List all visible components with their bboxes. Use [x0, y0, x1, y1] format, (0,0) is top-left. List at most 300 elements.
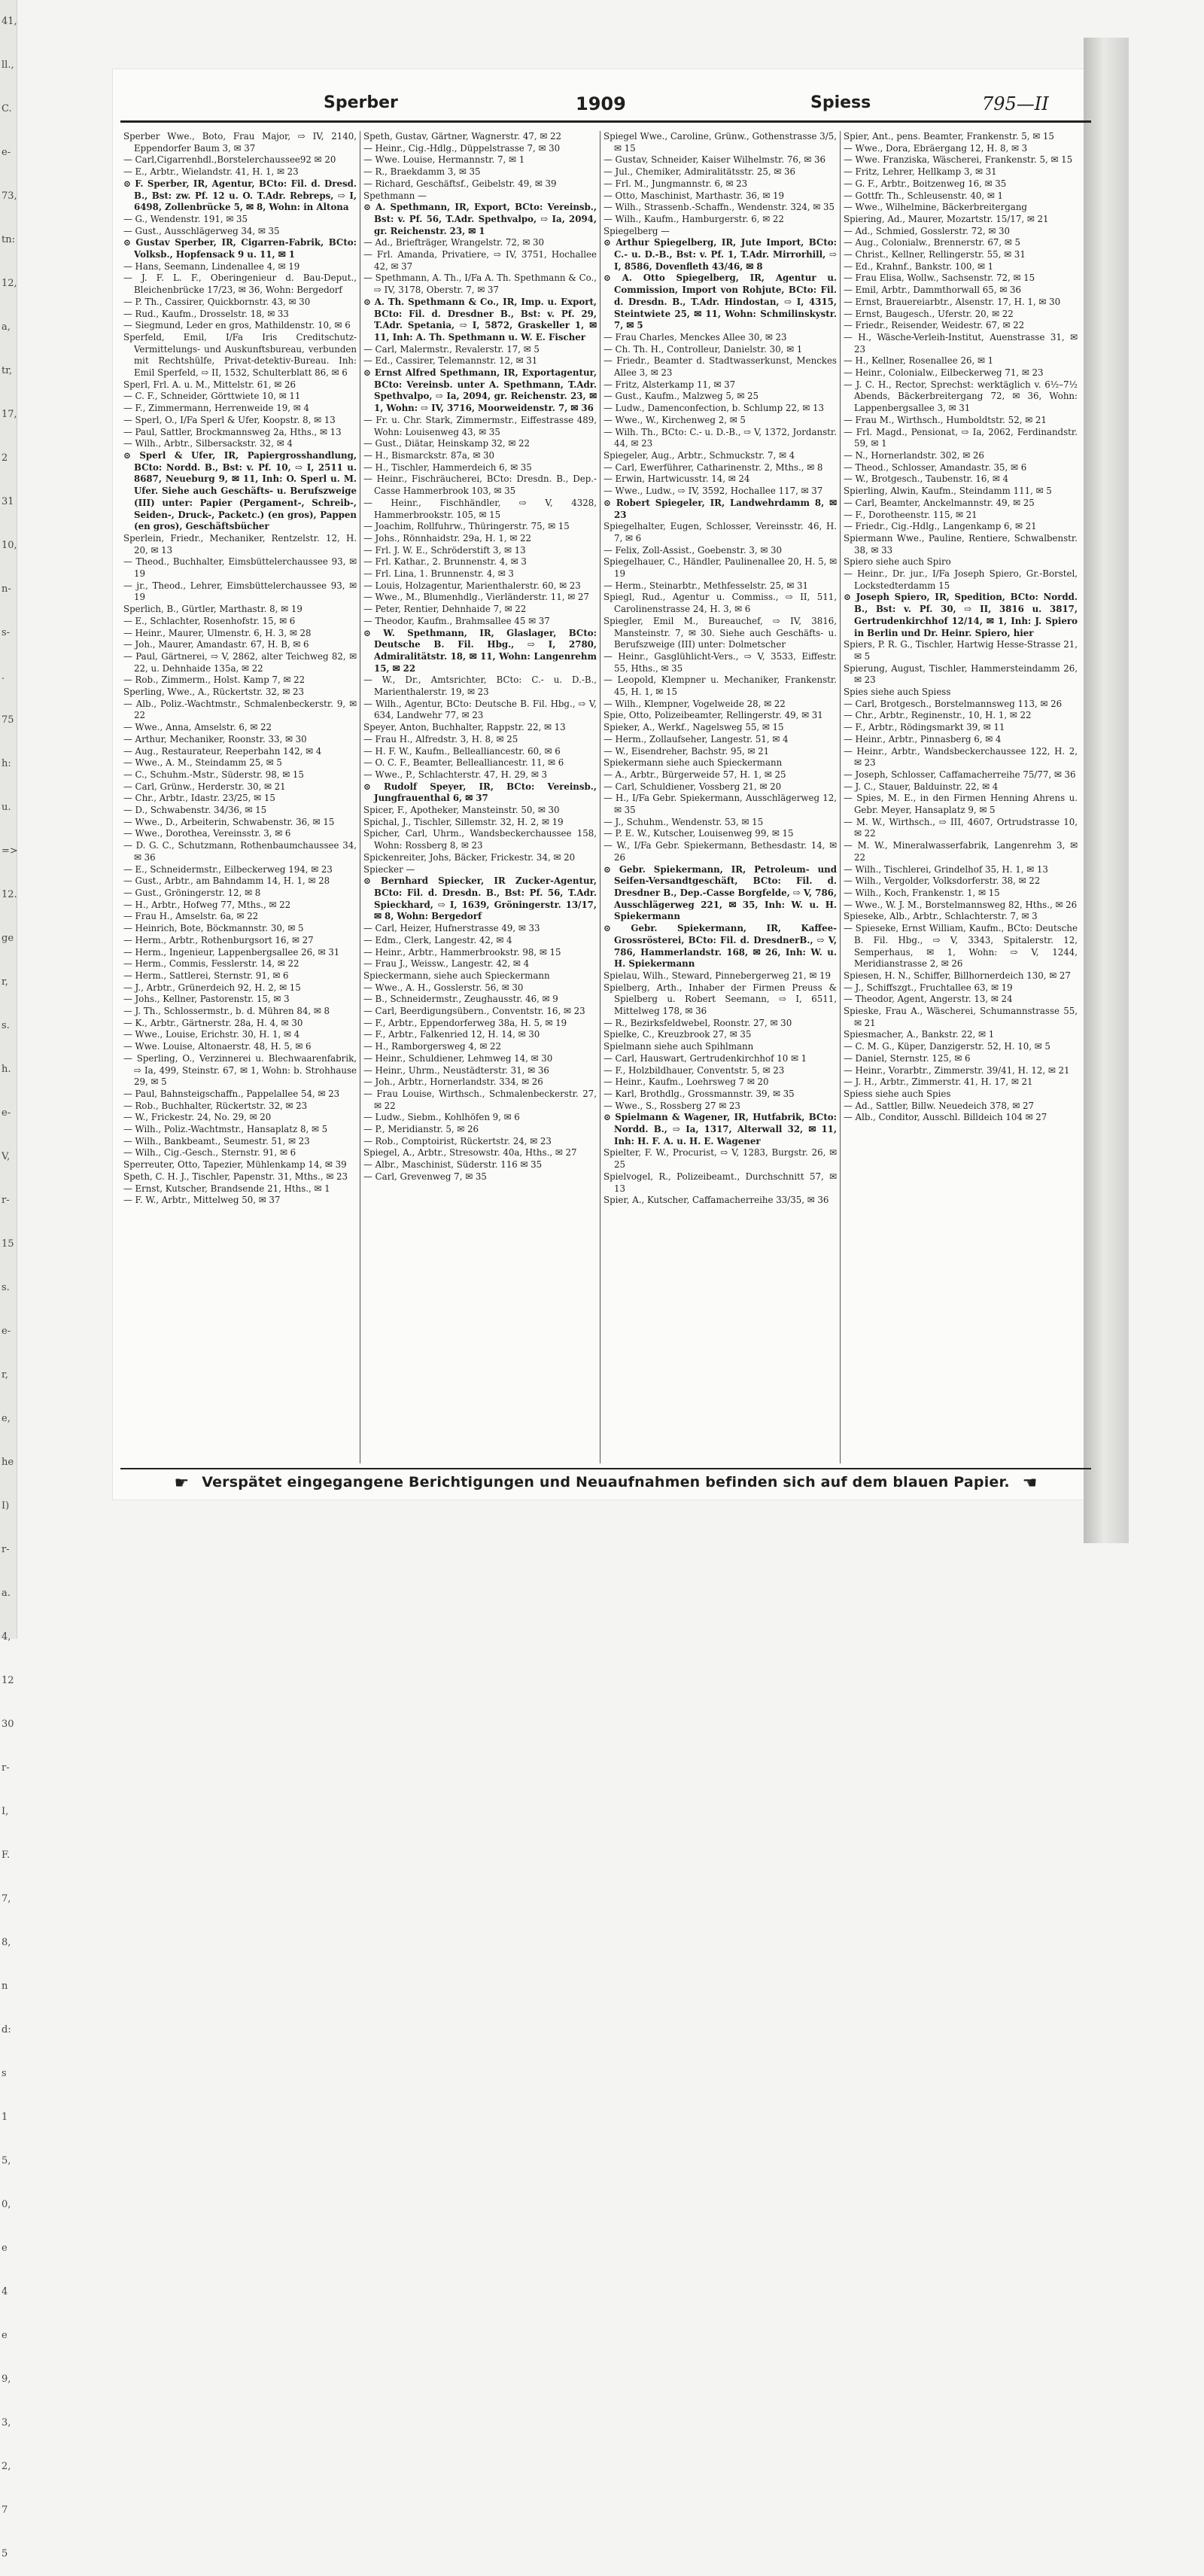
directory-entry: — Frau Charles, Menckes Allee 30, ✉ 23: [604, 331, 787, 343]
directory-entry: — Erwin, Hartwicusstr. 14, ✉ 24: [604, 473, 750, 485]
directory-entry: — Theod., Buchhalter, Eimsbüttelerchaussee 93, ✉ 19: [123, 556, 357, 580]
directory-entry: — Frl. Magd., Pensionat, ⇨ Ia, 2062, Ferdinandstr. 59, ✉ 1: [844, 426, 1078, 449]
edge-fragment: 4,: [2, 1631, 11, 1643]
directory-entry: — Carl, Schuldiener, Vossberg 21, ✉ 20: [604, 781, 782, 792]
directory-entry: — Joseph, Schlosser, Caffamacherreihe 75/77, ✉ 36: [844, 769, 1076, 780]
directory-entry: ⊙ W. Spethmann, IR, Glaslager, BCto: Deutsche B. Fil. Hbg., ⇨ I, 2780, Admiralitätstr. 18, ✉ 11, Wohn: Langenrehm 15, ✉ 22: [363, 627, 597, 674]
directory-entry: — Heinr., Gasglühlicht-Vers., ⇨ V, 3533, Eiffestr. 55, Hths., ✉ 35: [604, 650, 837, 674]
directory-entry: — Gust., Ausschlägerweg 34, ✉ 35: [123, 225, 280, 236]
edge-fragment: n: [2, 1981, 8, 1992]
directory-entry: — Carl, Hauswart, Gertrudenkirchhof 10 ✉ 1: [604, 1052, 807, 1064]
directory-entry: Sperlein, Friedr., Mechaniker, Rentzelstr. 12, H. 20, ✉ 13: [123, 532, 357, 556]
edge-fragment: e-: [2, 147, 11, 158]
edge-fragment: he: [2, 1457, 14, 1468]
edge-fragment: d:: [2, 2024, 11, 2036]
directory-entry: — Friedr., Cig.-Hdlg., Langenkamp 6, ✉ 21: [844, 521, 1037, 532]
directory-entry: — Joh., Maurer, Amandastr. 67, H. B, ✉ 6: [123, 639, 309, 650]
directory-entry: — J., Schiffszgt., Fruchtallee 63, ✉ 19: [844, 982, 1013, 993]
directory-entry: — Frl. M., Jungmannstr. 6, ✉ 23: [604, 178, 748, 189]
directory-entry: — Albr., Maschinist, Süderstr. 116 ✉ 35: [363, 1159, 543, 1171]
directory-entry: Spieseke, Alb., Arbtr., Schlachterstr. 7, ✉ 3: [844, 911, 1038, 922]
edge-fragment: e,: [2, 1413, 11, 1424]
directory-entry: — Wwe., M., Blumenhdlg., Vierländerstr. 11, ✉ 27: [363, 592, 589, 603]
directory-entry: — Carl, Heizer, Hufnerstrasse 49, ✉ 33: [363, 923, 540, 934]
directory-entry: — Carl, Malermstr., Revalerstr. 17, ✉ 5: [363, 343, 540, 355]
column-2: [360, 131, 600, 1463]
edge-fragment: a.: [2, 1588, 11, 1599]
directory-entry: — H., Bismarckstr. 87a, ✉ 30: [363, 449, 495, 461]
edge-fragment: e: [2, 2243, 8, 2254]
directory-entry: — Heinr., Uhrm., Neustädterstr. 31, ✉ 36: [363, 1064, 549, 1076]
directory-entry: Spiering, Ad., Maurer, Mozartstr. 15/17, ✉ 21: [844, 213, 1049, 224]
directory-entry: — Herm., Zollaufseher, Langestr. 51, ✉ 4: [604, 733, 789, 744]
directory-entry: — Wilh., Arbtr., Silbersackstr. 32, ✉ 4: [123, 438, 293, 449]
edge-fragment: 12.: [2, 889, 17, 900]
edge-fragment: s.: [2, 1020, 10, 1031]
directory-entry: — F., Arbtr., Falkenried 12, H. 14, ✉ 30: [363, 1029, 540, 1040]
directory-entry: — C. F., Schneider, Görttwiete 10, ✉ 11: [123, 391, 301, 402]
directory-entry: Spiegeler, Aug., Arbtr., Schmuckstr. 7, ✉ 4: [604, 449, 795, 461]
directory-entry: — Rob., Zimmerm., Holst. Kamp 7, ✉ 22: [123, 674, 306, 686]
directory-entry: Sperlich, B., Gürtler, Marthastr. 8, ✉ 19: [123, 604, 303, 615]
directory-entry: — Ernst, Kutscher, Brandsende 21, Hths., ✉ 1: [123, 1183, 330, 1194]
directory-entry: Spieckermann, siehe auch Spieckermann: [363, 970, 550, 981]
edge-fragment: e-: [2, 1107, 11, 1119]
edge-fragment: 10,: [2, 540, 17, 551]
directory-entry: — Herm., Arbtr., Rothenburgsort 16, ✉ 27: [123, 934, 314, 945]
directory-entry: ⊙ Sperl & Ufer, IR, Papiergrosshandlung, BCto: Nordd. B., Bst: v. Pf. 10, ⇨ I, 2511 u. 8687, Neueburg 9, ✉ 11, Inh: O. Sperl u. M. Ufer. Siehe auch Geschäfts- u. Berufszweige (III) unter: Papier (Pergament-, Schreib-, Seiden-, Druck-, Packetc.) (en gros), Pappen (en gros), Geschäftsbücher: [123, 449, 357, 532]
edge-fragment: 0,: [2, 2199, 11, 2210]
directory-entry: Spielau, Wilh., Steward, Pinnebergerweg 21, ✉ 19: [604, 970, 831, 981]
directory-entry: ⊙ F. Sperber, IR, Agentur, BCto: Fil. d. Dresd. B., Bst: zw. Pf. 12 u. O. T.Adr. Rebreps, ⇨ I, 6498, Zollenbrücke 5, ✉ 8, Wohn: in Altona: [123, 178, 357, 213]
directory-entry: — Hans, Seemann, Lindenallee 4, ✉ 19: [123, 260, 300, 272]
directory-entry: — Wilh., Tischlerei, Grindelhof 35, H. 1, ✉ 13: [844, 863, 1048, 875]
directory-entry: — Gottfr. Th., Schleusenstr. 40, ✉ 1: [844, 190, 1004, 201]
edge-fragment: 5: [2, 2548, 8, 2559]
directory-entry: — F., Dorotheenstr. 115, ✉ 21: [844, 509, 977, 520]
edge-fragment: h:: [2, 758, 11, 769]
directory-entry: — J. F. L. F., Oberingenieur d. Bau-Deput., Bleichenbrücke 17/23, ✉ 36, Wohn: Bergedorf: [123, 273, 357, 296]
directory-entry: — P. E. W., Kutscher, Louisenweg 99, ✉ 15: [604, 828, 794, 839]
directory-entry: — Frl. Amanda, Privatiere, ⇨ IV, 3751, Hochallee 42, ✉ 37: [363, 249, 597, 272]
directory-entry: — Aug., Restaurateur, Reeperbahn 142, ✉ 4: [123, 745, 322, 757]
directory-entry: — Ed., Krahnf., Bankstr. 100, ✉ 1: [844, 260, 994, 272]
directory-entry: — Ed., Cassirer, Telemannstr. 12, ✉ 31: [363, 355, 538, 367]
directory-entry: Spielberg, Arth., Inhaber der Firmen Preuss & Spielberg u. Robert Seemann, ⇨ I, 6511, Mittelweg 178, ✉ 36: [604, 982, 837, 1017]
edge-fragment: 8,: [2, 1937, 11, 1948]
directory-entry: Spiero siehe auch Spiro: [844, 556, 951, 568]
directory-entry: Speyer, Anton, Buchhalter, Rappstr. 22, ✉ 13: [363, 722, 566, 733]
directory-entry: Speth, Gustav, Gärtner, Wagnerstr. 47, ✉ 22: [363, 131, 562, 142]
directory-entry: — Aug., Colonialw., Brennerstr. 67, ✉ 5: [844, 237, 1020, 248]
directory-entry: — Wwe., Dorothea, Vereinsstr. 3, ✉ 6: [123, 828, 291, 839]
directory-entry: — Fritz, Lehrer, Hellkamp 3, ✉ 31: [844, 166, 997, 178]
directory-entry: — Sperl, O., I/Fa Sperl & Ufer, Koopstr. 8, ✉ 13: [123, 414, 336, 425]
directory-entry: — Wwe., A. M., Steindamm 25, ✉ 5: [123, 757, 282, 769]
edge-fragment: 7,: [2, 1893, 11, 1905]
directory-entry: — Wilh., Cig.-Gesch., Sternstr. 91, ✉ 6: [123, 1147, 296, 1159]
directory-entry: Spiesen, H. N., Schiffer, Billhornerdeich 130, ✉ 27: [844, 970, 1071, 981]
directory-entry: — Alb., Conditor, Ausschl. Billdeich 104 ✉ 27: [844, 1112, 1047, 1123]
directory-entry: — Spies, M. E., in den Firmen Henning Ahrens u. Gebr. Meyer, Hansaplatz 9, ✉ 5: [844, 793, 1078, 816]
directory-entry: Spicher, Carl, Uhrm., Wandsbeckerchaussee 158, Wohn: Rossberg 8, ✉ 23: [363, 828, 597, 851]
directory-entry: Spiess siehe auch Spies: [844, 1088, 951, 1099]
footer-notice: [120, 1474, 1091, 1497]
edge-fragment: r,: [2, 976, 8, 988]
directory-entry: — Theodor, Kaufm., Brahmsallee 45 ✉ 37: [363, 615, 550, 626]
directory-entry: — Heinrich, Bote, Böckmannstr. 30, ✉ 5: [123, 923, 304, 934]
directory-entry: — Wwe., Dora, Ebräergang 12, H. 8, ✉ 3: [844, 142, 1028, 154]
directory-entry: Spieker, A., Werkf., Nagelsweg 55, ✉ 15: [604, 722, 784, 733]
directory-entry: — Rud., Kaufm., Drosselstr. 18, ✉ 33: [123, 308, 289, 319]
directory-entry: ⊙ Ernst Alfred Spethmann, IR, Exportagentur, BCto: Vereinsb. unter A. Spethmann, T.Adr. Spethvalpo, ⇨ Ia, 2094, gr. Reichenstr. 23, ✉ 1, Wohn: ⇨ IV, 3716, Moorweidenstr. 7, ✉ 36: [363, 367, 597, 414]
directory-entry: — C. M. G., Küper, Danzigerstr. 52, H. 10, ✉ 5: [844, 1041, 1050, 1052]
directory-entry: ⊙ Joseph Spiero, IR, Spedition, BCto: Nordd. B., Bst: v. Pf. 30, ⇨ II, 3816 u. 3817, Gertrudenkirchhof 12/14, ✉ 1, Inh: J. Spiero in Berlin und Dr. Heinr. Spiero, hier: [844, 592, 1078, 638]
edge-fragment: I): [2, 1500, 10, 1512]
directory-entry: — Heinr., Arbtr., Hammerbrookstr. 98, ✉ 15: [363, 946, 561, 958]
directory-entry: — Wwe., Ludw., ⇨ IV, 3592, Hochallee 117, ✉ 37: [604, 486, 823, 497]
directory-entry: — A., Arbtr., Bürgerweide 57, H. 1, ✉ 25: [604, 769, 786, 780]
directory-entry: — H., Tischler, Hammerdeich 6, ✉ 35: [363, 461, 532, 473]
directory-entry: — Siegmund, Leder en gros, Mathildenstr. 10, ✉ 6: [123, 320, 351, 331]
directory-entry: ⊙ Robert Spiegeler, IR, Landwehrdamm 8, ✉ 23: [604, 497, 837, 520]
directory-entry: — W., Eisendreher, Bachstr. 95, ✉ 21: [604, 745, 770, 757]
directory-entry: — W., Frickestr. 24, No. 29, ✉ 20: [123, 1112, 272, 1123]
directory-entry: ⊙ Spielmann & Wagener, IR, Hutfabrik, BCto: Nordd. B., ⇨ Ia, 1317, Alterwall 32, ✉ 11, Inh: H. F. A. u. H. E. Wagener: [604, 1112, 837, 1146]
directory-entry: — Karl, Brothdlg., Grossmannstr. 39, ✉ 35: [604, 1088, 795, 1099]
directory-entry: Spiecker —: [363, 863, 415, 875]
directory-entry: ⊙ Gebr. Spiekermann, IR, Petroleum- und Seifen-Versandtgeschäft, BCto: Fil. d. Dresdner B., Dep.-Casse Borgfelde, ⇨ V, 786, Ausschlägerweg 221, ✉ 35, Inh: W. u. H. Spiekermann: [604, 863, 837, 922]
directory-entry: — Paul, Bahnsteigschaffn., Pappelallee 54, ✉ 23: [123, 1088, 340, 1099]
directory-entry: — Wilh., Kaufm., Hamburgerstr. 6, ✉ 22: [604, 213, 784, 224]
edge-fragment: tr,: [2, 365, 13, 376]
header-right-word: Spiess: [810, 93, 871, 112]
directory-entry: — Herm., Steinarbtr., Methfesselstr. 25, ✉ 31: [604, 580, 809, 591]
directory-entry: — Wwe. Franziska, Wäscherei, Frankenstr. 5, ✉ 15: [844, 154, 1073, 166]
directory-entry: — Chr., Arbtr., Idastr. 23/25, ✉ 15: [123, 793, 275, 804]
directory-entry: — Frau Elisa, Wollw., Sachsenstr. 72, ✉ 15: [844, 273, 1035, 284]
edge-fragment: 17,: [2, 409, 17, 420]
edge-fragment: C.: [2, 103, 12, 114]
edge-fragment: 9,: [2, 2374, 11, 2385]
directory-entry: — F., Holzbildhauer, Conventstr. 5, ✉ 23: [604, 1064, 785, 1076]
directory-entry: — Gustav, Schneider, Kaiser Wilhelmstr. 76, ✉ 36: [604, 154, 826, 166]
directory-entry: — H., Wäsche-Verleih-Institut, Auenstrasse 31, ✉ 23: [844, 331, 1078, 355]
footer-text: Verspätet eingegangene Berichtigungen und Neuaufnahmen befinden sich auf dem blauen Papier.: [202, 1474, 1010, 1490]
directory-entry: — Ad., Briefträger, Wrangelstr. 72, ✉ 30: [363, 237, 545, 248]
directory-entry: — Johs., Rönnhaidstr. 29a, H. 1, ✉ 22: [363, 532, 532, 544]
directory-entry: — H. F. W., Kaufm., Bellealliancestr. 60, ✉ 6: [363, 745, 561, 757]
directory-entry: Spiegler, Emil M., Bureauchef, ⇨ IV, 3816, Mansteinstr. 7, ✉ 30. Siehe auch Geschäfts- u. Berufszweige (III) unter: Dolmetscher: [604, 615, 837, 650]
directory-entry: — R., Braekdamm 3, ✉ 35: [363, 166, 481, 178]
directory-entry: — Chr., Arbtr., Reginenstr., 10, H. 1, ✉ 22: [844, 710, 1032, 721]
edge-fragment: 4: [2, 2286, 8, 2297]
directory-entry: — O. C. F., Beamter, Bellealliancestr. 11, ✉ 6: [363, 757, 564, 769]
directory-entry: — J. H., Arbtr., Zimmerstr. 41, H. 17, ✉ 21: [844, 1076, 1033, 1088]
directory-entry: — H., I/Fa Gebr. Spiekermann, Ausschlägerweg 12, ✉ 35: [604, 793, 837, 816]
directory-entry: — Wwe., Louise, Erichstr. 30, H. 1, ✉ 4: [123, 1029, 300, 1040]
pointing-hand-right-icon: ☛: [174, 1474, 190, 1493]
directory-entry: — Frau Louise, Wirthsch., Schmalenbeckerstr. 27, ✉ 22: [363, 1088, 597, 1111]
directory-entry: — Herm., Sattlerei, Sternstr. 91, ✉ 6: [123, 970, 289, 981]
directory-entry: — Wilh., Koch, Frankenstr. 1, ✉ 15: [844, 888, 1000, 898]
directory-entry: Spielter, F. W., Procurist, ⇨ V, 1283, Burgstr. 26, ✉ 25: [604, 1147, 837, 1171]
directory-entry: — Leopold, Klempner u. Mechaniker, Frankenstr. 45, H. 1, ✉ 15: [604, 674, 837, 698]
directory-entry: ⊙ A. Th. Spethmann & Co., IR, Imp. u. Export, BCto: Fil. d. Dresdner B., Bst: v. Pf. 29, T.Adr. Spetania, ⇨ I, 5872, Graskeller 1, ✉ 11, Inh: A. Th. Spethmann u. W. E. Fischer: [363, 296, 597, 343]
directory-columns: [120, 131, 1093, 1463]
directory-entry: — Paul, Sattler, Brockmannsweg 2a, Hths., ✉ 13: [123, 426, 342, 437]
directory-entry: Spiers, P. R. G., Tischler, Hartwig Hesse-Strasse 21, ✉ 5: [844, 639, 1078, 662]
directory-entry: Spierling, Alwin, Kaufm., Steindamm 111, ✉ 5: [844, 486, 1052, 497]
directory-entry: — Carl, Beamter, Anckelmannstr. 49, ✉ 25: [844, 497, 1035, 508]
directory-entry: — Heinr., Vorarbtr., Zimmerstr. 39/41, H. 12, ✉ 21: [844, 1064, 1070, 1076]
directory-entry: — P., Meridianstr. 5, ✉ 26: [363, 1124, 479, 1135]
directory-entry: — Carl, Grevenweg 7, ✉ 35: [363, 1171, 487, 1182]
directory-entry: ⊙ A. Spethmann, IR, Export, BCto: Vereinsb., Bst: v. Pf. 56, T.Adr. Spethvalpo, ⇨ Ia, 2094, gr. Reichenstr. 23, ✉ 1: [363, 202, 597, 236]
directory-entry: ⊙ Bernhard Spiecker, IR Zucker-Agentur, BCto: Fil. d. Dresdn. B., Bst: Pf. 56, T.Adr. Spieckhard, ⇨ I, 1639, Gröningerstr. 13/17, ✉ 8, Wohn: Bergedorf: [363, 875, 597, 922]
header-page-number: 795—II: [982, 93, 1049, 114]
directory-entry: Sperling, Wwe., A., Rückertstr. 32, ✉ 23: [123, 687, 305, 698]
column-1: [120, 131, 360, 1463]
directory-entry: — Frau M., Wirthsch., Humboldtstr. 52, ✉ 21: [844, 414, 1047, 425]
directory-entry: — Wwe., A. H., Gosslerstr. 56, ✉ 30: [363, 982, 524, 993]
directory-entry: — Wilh., Agentur, BCto: Deutsche B. Fil. Hbg., ⇨ V, 634, Landwehr 77, ✉ 23: [363, 698, 597, 721]
directory-entry: — Edm., Clerk, Langestr. 42, ✉ 4: [363, 934, 512, 945]
directory-entry: — R., Bezirksfeldwebel, Roonstr. 27, ✉ 30: [604, 1017, 792, 1028]
edge-fragment: u.: [2, 802, 11, 813]
edge-fragment: ge: [2, 933, 14, 944]
directory-entry: — N., Hornerlandstr. 302, ✉ 26: [844, 449, 984, 461]
directory-entry: Spiekermann siehe auch Spieckermann: [604, 757, 783, 769]
directory-entry: — Frau H., Alfredstr. 3, H. 8, ✉ 25: [363, 733, 518, 744]
directory-entry: Spier, Ant., pens. Beamter, Frankenstr. 5, ✉ 15: [844, 131, 1054, 142]
directory-entry: — Louis, Holzagentur, Marienthalerstr. 60, ✉ 23: [363, 580, 581, 591]
directory-entry: — Fr. u. Chr. Stark, Zimmermstr., Eiffestrasse 489, Wohn: Louisenweg 43, ✉ 35: [363, 414, 597, 437]
directory-entry: — Heinr., Dr. jur., I/Fa Joseph Spiero, Gr.-Borstel, Lockstedterdamm 15: [844, 568, 1078, 591]
directory-entry: — W., I/Fa Gebr. Spiekermann, Bethesdastr. 14, ✉ 26: [604, 840, 837, 863]
column-4: [841, 131, 1081, 1463]
edge-fragment: e: [2, 2330, 8, 2341]
directory-entry: — Felix, Zoll-Assist., Goebenstr. 3, ✉ 30: [604, 544, 782, 556]
directory-entry: Sperber Wwe., Boto, Frau Major, ⇨ IV, 2140, Eppendorfer Baum 3, ✉ 37: [123, 131, 357, 154]
directory-entry: — Peter, Rentier, Dehnhaide 7, ✉ 22: [363, 604, 527, 615]
directory-entry: — C., Schuhm.-Mstr., Süderstr. 98, ✉ 15: [123, 769, 304, 780]
directory-entry: — Ernst, Brauereiarbtr., Alsenstr. 17, H. 1, ✉ 30: [844, 296, 1061, 307]
edge-fragment: 41,: [2, 16, 17, 27]
directory-entry: — Gust., Kaufm., Malzweg 5, ✉ 25: [604, 391, 759, 402]
directory-entry: — Heinr., Arbtr., Wandsbeckerchaussee 122, H. 2, ✉ 23: [844, 745, 1078, 769]
directory-entry: — Wilh., Klempner, Vogelweide 28, ✉ 22: [604, 698, 786, 709]
directory-entry: — Emil, Arbtr., Dammthorwall 65, ✉ 36: [844, 285, 1021, 296]
edge-fragment: 3,: [2, 2417, 11, 2428]
directory-entry: ⊙ Gustav Sperber, IR, Cigarren-Fabrik, BCto: Volksb., Hopfensack 9 u. 11, ✉ 1: [123, 237, 357, 260]
edge-fragment: 73,: [2, 190, 17, 202]
edge-fragment: r-: [2, 1544, 10, 1555]
edge-fragment: r,: [2, 1369, 8, 1381]
directory-entry: Sperfeld, Emil, I/Fa Iris Creditschutz-Vermittelungs- und Auskunftsbureau, verbunden mit Rechtshülfe, Privat-detektiv-Bureau. Inh: Emil Sperfeld, ⇨ II, 1532, Schulterblatt 86, ✉ 6: [123, 331, 357, 379]
edge-fragment: a,: [2, 321, 11, 333]
edge-fragment: s: [2, 2068, 7, 2079]
directory-entry: — J., Arbtr., Grünerdeich 92, H. 2, ✉ 15: [123, 982, 301, 993]
directory-entry: Spierung, August, Tischler, Hammersteindamm 26, ✉ 23: [844, 662, 1078, 686]
edge-fragment: 7: [2, 2504, 8, 2516]
directory-entry: — Ad., Schmied, Gosslerstr. 72, ✉ 30: [844, 225, 1010, 236]
directory-entry: — W., Brotgesch., Taubenstr. 16, ✉ 4: [844, 473, 1009, 485]
edge-fragment: 2,: [2, 2461, 11, 2472]
directory-entry: ⊙ A. Otto Spiegelberg, IR, Agentur u. Commission, Import von Rohjute, BCto: Fil. d. Dresdn. B., T.Adr. Hindostan, ⇨ I, 4315, Steintwiete 25, ✉ 11, Wohn: Schmilinskystr. 7, ✉ 5: [604, 273, 837, 331]
edge-fragment: 31: [2, 496, 14, 507]
directory-entry: — Gust., Arbtr., am Bahndamm 14, H. 1, ✉ 28: [123, 875, 330, 887]
directory-entry: Sperreuter, Otto, Tapezier, Mühlenkamp 14, ✉ 39: [123, 1159, 347, 1171]
directory-entry: — Heinr., Cig.-Hdlg., Düppelstrasse 7, ✉ 30: [363, 142, 561, 154]
edge-fragment: V,: [2, 1151, 11, 1162]
directory-entry: — F., Zimmermann, Herrenweide 19, ✉ 4: [123, 403, 309, 414]
directory-entry: Spiegl, Rud., Agentur u. Commiss., ⇨ II, 511, Carolinenstrasse 24, H. 3, ✉ 6: [604, 592, 837, 615]
directory-entry: — Jul., Chemiker, Admiralitätsstr. 25, ✉ 36: [604, 166, 796, 178]
directory-entry: — Wilh., Bankbeamt., Seumestr. 51, ✉ 23: [123, 1135, 310, 1146]
header-year: 1909: [576, 93, 626, 114]
directory-entry: — M. W., Mineralwasserfabrik, Langenrehm 3, ✉ 22: [844, 840, 1078, 863]
directory-entry: Spichal, J., Tischler, Sillemstr. 32, H. 2, ✉ 19: [363, 816, 564, 827]
directory-entry: Spielvogel, R., Polizeibeamt., Durchschnitt 57, ✉ 13: [604, 1171, 837, 1194]
directory-entry: Spier, A., Kutscher, Caffamacherreihe 33/35, ✉ 36: [604, 1195, 829, 1206]
directory-entry: — D. G. C., Schutzmann, Rothenbaumchaussee 34, ✉ 36: [123, 840, 357, 863]
directory-entry: — Wilh., Vergolder, Volksdorferstr. 38, ✉ 22: [844, 875, 1041, 887]
directory-entry: — Gust., Gröningerstr. 12, ✉ 8: [123, 888, 261, 898]
directory-entry: — E., Arbtr., Wielandstr. 41, H. 1, ✉ 23: [123, 166, 299, 178]
directory-entry: — Carl, Beerdigungsübern., Conventstr. 16, ✉ 23: [363, 1006, 585, 1017]
directory-entry: Spiesmacher, A., Bankstr. 22, ✉ 1: [844, 1029, 995, 1040]
directory-entry: Spie, Otto, Polizeibeamter, Rellingerstr. 49, ✉ 31: [604, 710, 823, 721]
directory-entry: — K., Arbtr., Gärtnerstr. 28a, H. 4, ✉ 30: [123, 1017, 303, 1028]
directory-entry: — Joachim, Rollfuhrw., Thüringerstr. 75, ✉ 15: [363, 521, 570, 532]
directory-entry: — W., Dr., Amtsrichter, BCto: C.- u. D.-B., Marienthalerstr. 19, ✉ 23: [363, 674, 597, 698]
directory-entry: — Frl. J. W. E., Schröderstift 3, ✉ 13: [363, 544, 526, 556]
directory-entry: — Otto, Maschinist, Marthastr. 36, ✉ 19: [604, 190, 785, 201]
directory-entry: — Wwe., Wilhelmine, Bäckerbreitergang: [844, 202, 1027, 213]
edge-fragment: n-: [2, 583, 11, 595]
directory-entry: — Heinr., Kaufm., Loehrsweg 7 ✉ 20: [604, 1076, 769, 1088]
directory-entry: — Alb., Poliz.-Wachtmstr., Schmalenbeckerstr. 9, ✉ 22: [123, 698, 357, 721]
directory-entry: — Spethmann, A. Th., I/Fa A. Th. Spethmann & Co., ⇨ IV, 3178, Oberstr. 7, ✉ 37: [363, 273, 597, 296]
directory-entry: Spieske, Frau A., Wäscherei, Schumannstrasse 55, ✉ 21: [844, 1006, 1078, 1028]
directory-entry: Spiegelberg —: [604, 225, 670, 236]
directory-entry: — E., Schlachter, Rosenhofstr. 15, ✉ 6: [123, 615, 296, 626]
edge-fragment: I,: [2, 1806, 9, 1817]
directory-entry: — Frl. Kathar., 2. Brunnenstr. 4, ✉ 3: [363, 556, 527, 568]
directory-entry: — M. W., Wirthsch., ⇨ III, 4607, Ortrudstrasse 10, ✉ 22: [844, 816, 1078, 839]
directory-entry: — F., Arbtr., Rödingsmarkt 39, ✉ 11: [844, 722, 1005, 733]
edge-fragment: e-: [2, 1326, 11, 1337]
edge-fragment: F.: [2, 1850, 11, 1861]
edge-fragment: 12,: [2, 278, 17, 289]
directory-entry: Speth, C. H. J., Tischler, Papenstr. 31, Mths., ✉ 23: [123, 1171, 348, 1182]
edge-fragment: 12: [2, 1675, 14, 1686]
directory-entry: — Heinr., Arbtr., Pinnasberg 6, ✉ 4: [844, 733, 1002, 744]
directory-entry: — E., Schneidermstr., Eilbeckerweg 194, ✉ 23: [123, 863, 333, 875]
directory-entry: — G. F., Arbtr., Boitzenweg 16, ✉ 35: [844, 178, 1007, 189]
directory-entry: — Carl, Brotgesch., Borstelmannsweg 113, ✉ 26: [844, 698, 1063, 709]
directory-entry: — Richard, Geschäftsf., Geibelstr. 49, ✉ 39: [363, 178, 557, 189]
directory-entry: — Rob., Comptoirist, Rückertstr. 24, ✉ 23: [363, 1135, 552, 1146]
column-3: [600, 131, 841, 1463]
edge-fragment: r-: [2, 1195, 10, 1206]
directory-entry: — H., Kellner, Rosenallee 26, ✉ 1: [844, 355, 994, 367]
edge-fragment: tn:: [2, 234, 15, 245]
edge-fragment: .: [2, 671, 5, 682]
directory-entry: Spies siehe auch Spiess: [844, 687, 951, 698]
directory-entry: — Wilh. Th., BCto: C.- u. D.-B., ⇨ V, 1372, Jordanstr. 44, ✉ 23: [604, 426, 837, 449]
edge-fragment: =>: [2, 845, 18, 857]
directory-entry: — Friedr., Beamter d. Stadtwasserkunst, Menckes Allee 3, ✉ 23: [604, 355, 837, 379]
directory-entry: Spiegelhauer, C., Händler, Paulinenallee 20, H. 5, ✉ 19: [604, 556, 837, 580]
directory-entry: — Carl,Cigarrenhdl.,Borstelerchaussee92 ✉ 20: [123, 154, 336, 166]
directory-entry: Spicer, F., Apotheker, Mansteinstr. 50, ✉ 30: [363, 805, 560, 816]
directory-entry: — Ch. Th. H., Controlleur, Danielstr. 30, ✉ 1: [604, 343, 803, 355]
directory-entry: — J. C., Stauer, Balduinstr. 22, ✉ 4: [844, 781, 999, 792]
edge-fragment: s-: [2, 627, 11, 638]
header-left-word: Sperber: [324, 93, 398, 112]
directory-entry: — Wwe., Anna, Amselstr. 6, ✉ 22: [123, 722, 272, 733]
directory-entry: — Wilh., Poliz.-Wachtmstr., Hansaplatz 8, ✉ 5: [123, 1124, 328, 1135]
directory-entry: — Arthur, Mechaniker, Roonstr. 33, ✉ 30: [123, 733, 307, 744]
directory-entry: — Paul, Gärtnerei, ⇨ V, 2862, alter Teichweg 82, ✉ 22, u. Dehnhaide 135a, ✉ 22: [123, 650, 357, 674]
directory-entry: — Ernst, Baugesch., Uferstr. 20, ✉ 22: [844, 308, 1014, 319]
edge-fragment: ll.,: [2, 59, 14, 71]
header-rule: [120, 120, 1091, 123]
directory-entry: — P. Th., Cassirer, Quickbornstr. 43, ✉ 30: [123, 296, 311, 307]
directory-entry: — F., Arbtr., Eppendorferweg 38a, H. 5, ✉ 19: [363, 1017, 567, 1028]
edge-fragment: h.: [2, 1064, 11, 1075]
directory-entry: — Wwe. Louise, Altonaerstr. 48, H. 5, ✉ 6: [123, 1041, 312, 1052]
directory-entry: — Carl, Ewerführer, Catharinenstr. 2, Mths., ✉ 8: [604, 461, 823, 473]
edge-fragment: 5,: [2, 2155, 11, 2166]
directory-entry: Spiegel, A., Arbtr., Stresowstr. 40a, Hths., ✉ 27: [363, 1147, 577, 1159]
directory-entry: Spiegel Wwe., Caroline, Grünw., Gothenstrasse 3/5, ✉ 15: [604, 131, 838, 154]
directory-entry: — Sperling, O., Verzinnerei u. Blechwaarenfabrik, ⇨ Ia, 499, Steinstr. 67, ✉ 1, Wohn: b. Strohhause 29, ✉ 5: [123, 1052, 357, 1088]
directory-entry: — Herm., Commis, Fesslerstr. 14, ✉ 22: [123, 958, 299, 970]
directory-entry: — Heinr., Schuldiener, Lehmweg 14, ✉ 30: [363, 1052, 553, 1064]
directory-entry: — B., Schneidermstr., Zeughausstr. 46, ✉ 9: [363, 994, 558, 1005]
directory-entry: — Wwe., P., Schlachterstr. 47, H. 29, ✉ 3: [363, 769, 548, 780]
directory-entry: — Friedr., Reisender, Weidestr. 67, ✉ 22: [844, 320, 1025, 331]
directory-entry: — Wilh., Strassenb.-Schaffn., Wendenstr. 324, ✉ 35: [604, 202, 835, 213]
edge-fragment: 1: [2, 2112, 8, 2123]
directory-entry: — Ludw., Damenconfection, b. Schlump 22, ✉ 13: [604, 403, 825, 414]
directory-entry: — Spieseke, Ernst William, Kaufm., BCto: Deutsche B. Fil. Hbg., ⇨ V, 3343, Spitalerstr. 12, Semperhaus, ✉ 1, Wohn: ⇨ V, 1244, Meridianstrasse 2, ✉ 26: [844, 923, 1078, 970]
directory-entry: — Theodor, Agent, Angerstr. 13, ✉ 24: [844, 994, 1013, 1005]
directory-entry: — Fritz, Alsterkamp 11, ✉ 37: [604, 379, 736, 390]
directory-entry: — H., Arbtr., Hofweg 77, Mths., ✉ 22: [123, 899, 291, 910]
edge-fragment: r-: [2, 1762, 10, 1774]
directory-entry: — Wwe., D., Arbeiterin, Schwabenstr. 36, ✉ 15: [123, 816, 335, 827]
edge-fragment: 75: [2, 714, 14, 726]
directory-entry: — Frau J., Weissw., Langestr. 42, ✉ 4: [363, 958, 530, 970]
edge-fragment: s.: [2, 1282, 10, 1293]
directory-entry: — J. C. H., Rector, Sprechst: werktäglich v. 6½–7½ Abends, Bäckerbreitergang 72, ✉ 36, Wohn: Lappenbergsallee 3, ✉ 31: [844, 379, 1078, 414]
directory-entry: Spielmann siehe auch Spihlmann: [604, 1041, 754, 1052]
directory-entry: — Frau H., Amselstr. 6a, ✉ 22: [123, 911, 259, 922]
directory-entry: Spiegelhalter, Eugen, Schlosser, Vereinsstr. 46, H. 7, ✉ 6: [604, 521, 837, 544]
directory-entry: — D., Schwabenstr. 34/36, ✉ 15: [123, 805, 267, 816]
edge-fragment: 15: [2, 1238, 14, 1250]
directory-entry: ⊙ Gebr. Spiekermann, IR, Kaffee-Grossrösterei, BCto: Fil. d. DresdnerB., ⇨ V, 786, Hammerlandstr. 168, ✉ 26, Inh: W. u. H. Spiekermann: [604, 923, 837, 970]
directory-entry: Spickenreiter, Johs, Bäcker, Frickestr. 34, ✉ 20: [363, 851, 576, 863]
directory-entry: ⊙ Rudolf Speyer, IR, BCto: Vereinsb., Jungfrauenthal 6, ✉ 37: [363, 781, 597, 804]
directory-entry: ⊙ Arthur Spiegelberg, IR, Jute Import, BCto: C.- u. D.-B., Bst: v. Pf. 1, T.Adr. Mirrorhill, ⇨ I, 8586, Dovenfleth 43/46, ✉ 8: [604, 237, 837, 272]
directory-entry: — J., Schuhm., Wendenstr. 53, ✉ 15: [604, 816, 764, 827]
directory-entry: Spiermann Wwe., Pauline, Rentiere, Schwalbenstr. 38, ✉ 33: [844, 532, 1078, 556]
